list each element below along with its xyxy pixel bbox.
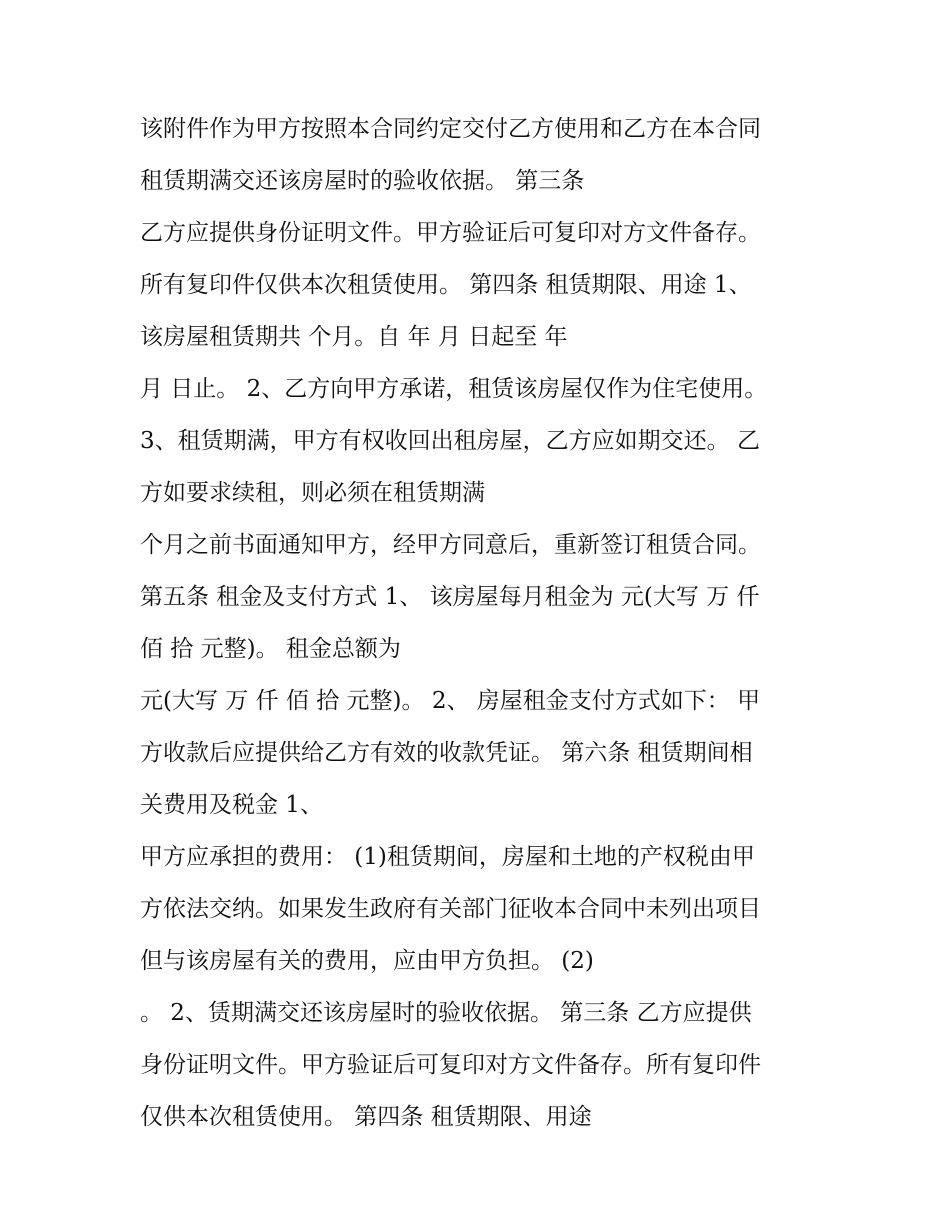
text-line: 乙方应提供身份证明文件。甲方验证后可复印对方文件备存。 [140,220,761,246]
text-line: 仅供本次租赁使用。 第四条 租赁期限、用途 [140,1104,592,1130]
text-line: 但与该房屋有关的费用，应由甲方负担。 (2) [140,948,594,974]
text-line: 。 2、赁期满交还该房屋时的验收依据。 第三条 乙方应提供 [140,1000,752,1026]
text-line: 方收款后应提供给乙方有效的收款凭证。 第六条 租赁期间相 [140,740,753,766]
text-line: 佰 拾 元整)。 租金总额为 [140,636,401,662]
text-line: 个月之前书面通知甲方，经甲方同意后，重新签订租赁合同。 [140,532,761,558]
text-line: 该房屋租赁期共 个月。自 年 月 日起至 年 [140,324,568,350]
text-line: 所有复印件仅供本次租赁使用。 第四条 租赁期限、用途 1、 [140,272,752,298]
text-line: 关费用及税金 1、 [140,792,323,818]
text-line: 月 日止。 2、乙方向甲方承诺，租赁该房屋仅作为住宅使用。 [140,376,768,402]
document-body [140,103,840,1143]
text-line: 方依法交纳。如果发生政府有关部门征收本合同中未列出项目 [140,896,761,922]
text-line: 元(大写 万 仟 佰 拾 元整)。 2、 房屋租金支付方式如下： 甲 [140,688,761,714]
text-line: 3、租赁期满，甲方有权收回出租房屋，乙方应如期交还。 乙 [140,428,760,454]
text-line: 甲方应承担的费用： (1)租赁期间，房屋和土地的产权税由甲 [140,844,755,870]
text-line: 租赁期满交还该房屋时的验收依据。 第三条 [140,168,585,194]
text-line: 身份证明文件。甲方验证后可复印对方文件备存。所有复印件 [140,1052,761,1078]
text-line: 第五条 租金及支付方式 1、 该房屋每月租金为 元(大写 万 仟 [140,584,760,610]
text-line: 该附件作为甲方按照本合同约定交付乙方使用和乙方在本合同 [140,116,761,142]
text-line: 方如要求续租，则必须在租赁期满 [140,480,485,506]
